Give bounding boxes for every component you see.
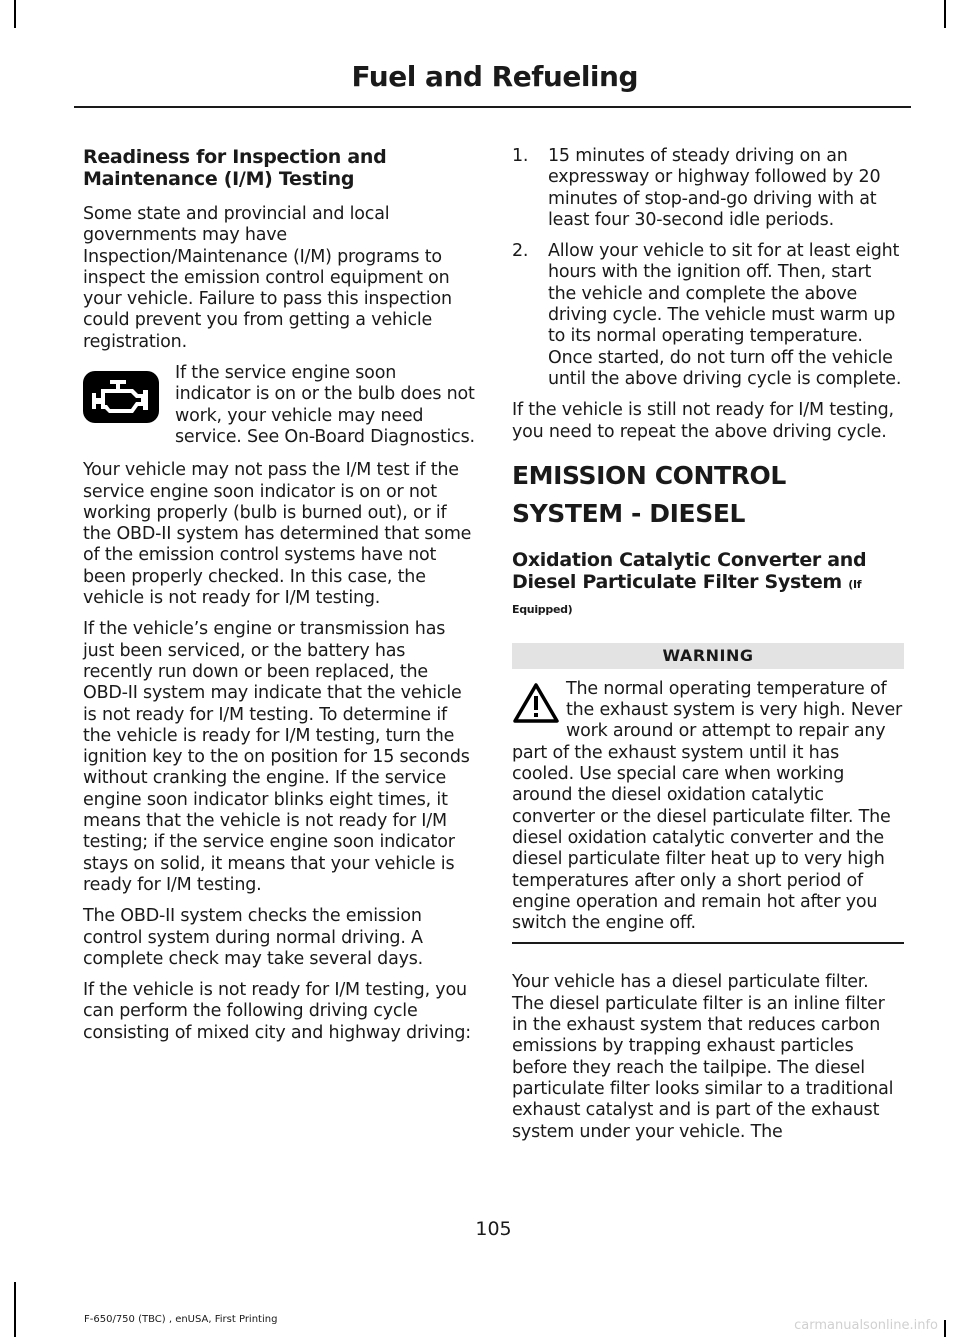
crop-mark-bottom-left	[14, 1282, 16, 1337]
crop-mark-bottom-right	[944, 1320, 946, 1337]
warning-text: The normal operating temperature of the exhaust system is very high. Never work around or attempt to repair any part of the exhaust system until it has cooled. Use special care when working around the diesel oxidation catalytic converter or the diesel particulate filter. The diesel oxidation catalytic converter and the diesel particulate filter heat up to very high temperatures after only a short period of engine operation and remain hot after you switch the engine off.	[512, 678, 903, 934]
paragraph: If the vehicle is not ready for I/M testing, you can perform the following driving cycle consisting of mixed city and highway driving:	[83, 980, 471, 1043]
crop-mark-top-right	[944, 0, 946, 28]
warning-label: WARNING	[512, 643, 904, 669]
list-item	[512, 241, 904, 390]
paragraph: Your vehicle may not pass the I/M test if the service engine soon indicator is on or not working properly (bulb is burned out), or if the OBD-II system has determined that some of the emission control systems have not been properly checked. In this case, the vehicle is not ready for I/M testing.	[83, 460, 472, 609]
page-number: 105	[475, 1218, 512, 1240]
step-number: 2.	[512, 241, 529, 262]
paragraph: Some state and provincial and local governments may have Inspection/Maintenance (I/M) programs to inspect the emission control equipment on your vehicle. Failure to pass this inspection could prevent you from getting a vehicle registration.	[83, 204, 452, 352]
warning-end-rule	[512, 942, 904, 944]
check-engine-icon	[83, 371, 159, 427]
indicator-note	[83, 363, 475, 458]
step-text: Allow your vehicle to sit for at least eight hours with the ignition off. Then, start the vehicle and complete the above driving cycle. The vehicle must warm up to its normal operating temperature. Once started, do not turn off the vehicle until the above driving cycle is complete.	[548, 241, 902, 389]
watermark: carmanualsonline.info	[794, 1318, 938, 1333]
driving-cycle-steps	[512, 146, 904, 390]
warning-box	[512, 679, 904, 943]
paragraph-repeat-cycle: If the vehicle is still not ready for I/M testing, you need to repeat the above driving cycle.	[512, 400, 894, 442]
list-item	[512, 146, 904, 231]
subheading-title: Oxidation Catalytic Converter and Diesel Particulate Filter System	[512, 548, 867, 593]
step-text: 15 minutes of steady driving on an expressway or highway followed by 20 minutes of stop-and-go driving with at least four 30-second idle periods.	[548, 146, 881, 230]
paragraph-dpf: Your vehicle has a diesel particulate filter. The diesel particulate filter is an inline filter in the exhaust system that reduces carbon emissions by trapping exhaust particles before they reach the tailpipe. The diesel particulate filter looks similar to a traditional exhaust catalyst and is part of the exhaust system under your vehicle. The	[512, 972, 894, 1142]
left-column	[83, 146, 475, 1054]
paragraph: The OBD-II system checks the emission control system during normal driving. A complete check may take several days.	[83, 906, 424, 969]
right-column	[512, 146, 904, 1153]
paragraph-indicator: If the service engine soon indicator is on or the bulb does not work, your vehicle may need service. See On-Board Diagnostics.	[175, 363, 475, 447]
subheading-dpf	[512, 549, 904, 621]
section-heading-emission-control: EMISSION CONTROL SYSTEM - DIESEL	[512, 460, 786, 528]
subheading-note: (If Equipped)	[512, 577, 862, 616]
page-header-title: Fuel and Refueling	[351, 60, 638, 93]
warning-triangle-icon	[512, 681, 560, 729]
crop-mark-top-left	[14, 0, 16, 28]
header-rule	[74, 106, 911, 108]
paragraph: If the vehicle’s engine or transmission has just been serviced, or the battery has recently run down or been replaced, the OBD-II system may indicate that the vehicle is not ready for I/M testing. To determine if the vehicle is ready for I/M testing, turn the ignition key to the on position for 15 seconds without cranking the engine. If the service engine soon indicator blinks eight times, it means that the vehicle is not ready for I/M testing; if the service engine soon indicator stays on solid, it means that your vehicle is ready for I/M testing.	[83, 619, 470, 895]
step-number: 1.	[512, 146, 529, 166]
section-heading-im-testing: Readiness for Inspection and Maintenance (I/M) Testing	[83, 146, 387, 190]
edition-footer: F-650/750 (TBC) , enUSA, First Printing	[84, 1314, 278, 1325]
